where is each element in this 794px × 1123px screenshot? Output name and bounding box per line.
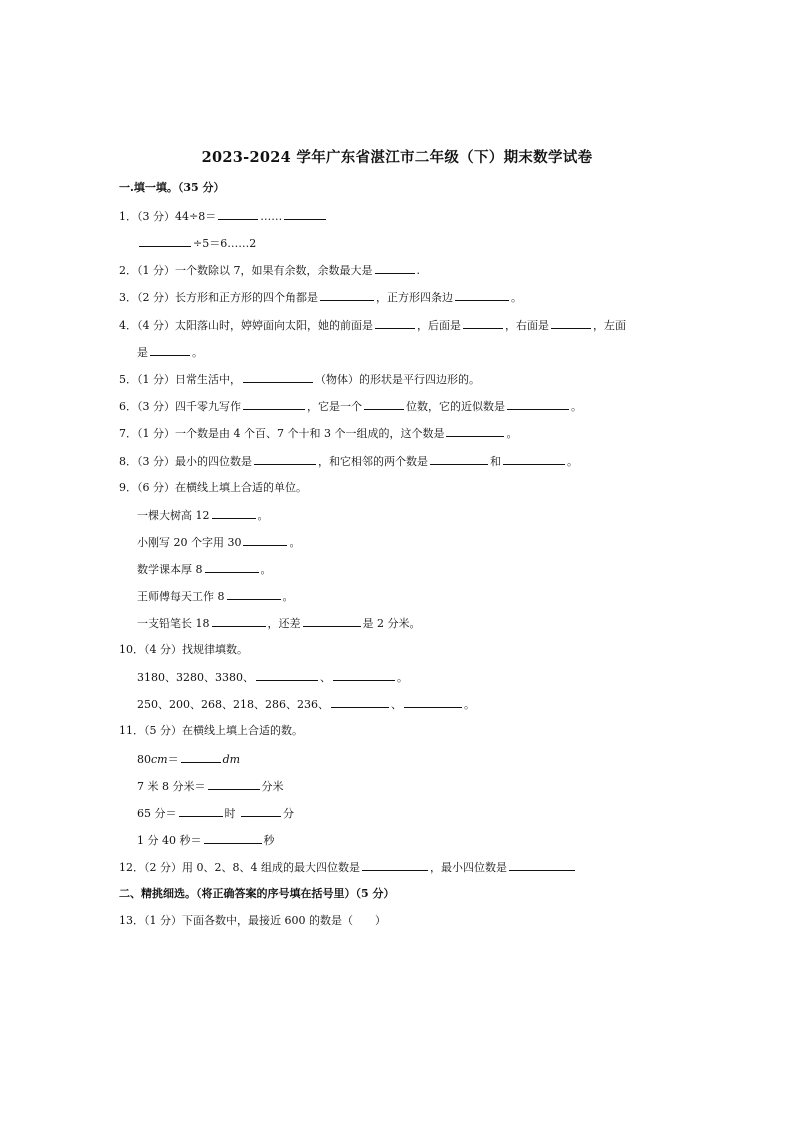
question-12: 12．（2 分）用 0、2、8、4 组成的最大四位数是 ，最小四位数是: [119, 860, 577, 875]
question-9-item-3: 数学课本厚 8 。: [137, 563, 272, 576]
answer-blank[interactable]: [375, 318, 415, 329]
question-11: 11．（5 分）在横线上填上合适的数。: [119, 724, 303, 737]
answer-blank[interactable]: [181, 752, 221, 763]
question-1: 1．（3 分）44÷8＝ ……: [119, 209, 328, 224]
question-9-item-4: 王师傅每天工作 8 。: [137, 590, 294, 603]
question-6: 6．（3 分）四千零九写作 ，它是一个 位数，它的近似数是 。: [119, 400, 582, 413]
question-9: 9．（6 分）在横线上填上合适的单位。: [119, 481, 307, 494]
answer-blank[interactable]: [320, 290, 374, 301]
answer-blank[interactable]: [331, 697, 389, 708]
answer-blank[interactable]: [256, 670, 318, 681]
question-1-part-2: ÷5＝6……2: [137, 236, 256, 251]
answer-blank[interactable]: [205, 562, 259, 573]
answer-blank[interactable]: [243, 372, 313, 383]
answer-blank[interactable]: [551, 318, 591, 329]
answer-blank[interactable]: [446, 426, 504, 437]
answer-blank[interactable]: [212, 508, 256, 519]
question-10: 10．（4 分）找规律填数。: [119, 643, 248, 656]
question-10-row-1: 3180、3280、3380、 、 。: [137, 671, 408, 684]
answer-blank[interactable]: [404, 697, 462, 708]
answer-blank[interactable]: [218, 209, 258, 220]
answer-blank[interactable]: [362, 860, 428, 871]
question-4: 4．（4 分）太阳落山时，婷婷面向太阳，她的前面是 ，后面是 ，右面是 ，左面: [119, 319, 626, 332]
answer-blank[interactable]: [463, 318, 503, 329]
answer-blank[interactable]: [254, 454, 316, 465]
answer-blank[interactable]: [150, 345, 190, 356]
question-3: 3．（2 分）长方形和正方形的四个角都是 ，正方形四条边 。: [119, 291, 522, 304]
answer-blank[interactable]: [284, 209, 326, 220]
answer-blank[interactable]: [503, 454, 565, 465]
section-1-heading: 一.填一填。（35 分）: [119, 181, 225, 194]
question-10-row-2: 250、200、268、218、286、236、 、 。: [137, 698, 475, 711]
answer-blank[interactable]: [375, 263, 415, 274]
question-11-item-4: 1 分 40 秒＝ 秒: [137, 834, 275, 847]
question-9-item-5: 一支铅笔长 18 ，还差 是 2 分米。: [137, 617, 421, 630]
answer-blank[interactable]: [227, 589, 281, 600]
answer-blank[interactable]: [208, 779, 260, 790]
question-8: 8．（3 分）最小的四位数是 ，和它相邻的两个数是 和 。: [119, 455, 578, 468]
answer-blank[interactable]: [204, 833, 262, 844]
answer-blank[interactable]: [243, 535, 287, 546]
question-7: 7．（1 分）一个数是由 4 个百、7 个十和 3 个一组成的，这个数是 。: [119, 427, 518, 440]
question-11-item-1: 80cm＝ dm: [137, 753, 241, 766]
answer-blank[interactable]: [212, 616, 266, 627]
answer-blank[interactable]: [333, 670, 395, 681]
exam-title: 2023-2024 学年广东省湛江市二年级（下）期末数学试卷: [201, 149, 593, 166]
question-9-item-2: 小刚写 20 个字用 30 。: [137, 536, 301, 549]
question-9-item-1: 一棵大树高 12 。: [137, 509, 269, 522]
question-11-item-2: 7 米 8 分米＝ 分米: [137, 780, 284, 793]
answer-blank[interactable]: [364, 399, 404, 410]
answer-blank[interactable]: [507, 399, 569, 410]
answer-blank[interactable]: [179, 806, 223, 817]
question-13: 13．（1 分）下面各数中，最接近 600 的数是（ ）: [119, 914, 386, 927]
answer-blank[interactable]: [303, 616, 361, 627]
question-11-item-3: 65 分＝ 时 分: [137, 807, 294, 820]
answer-blank[interactable]: [139, 236, 191, 247]
answer-blank[interactable]: [455, 290, 509, 301]
answer-blank[interactable]: [509, 860, 575, 871]
question-4-cont: 是 。: [137, 346, 203, 359]
question-2: 2．（1 分）一个数除以 7，如果有余数，余数最大是 .: [119, 264, 420, 277]
section-2-heading: 二、精挑细选。（将正确答案的序号填在括号里）（5 分）: [119, 887, 395, 900]
question-5: 5．（1 分）日常生活中， （物体）的形状是平行四边形的。: [119, 373, 480, 386]
answer-blank[interactable]: [241, 806, 281, 817]
answer-blank[interactable]: [430, 454, 488, 465]
answer-blank[interactable]: [243, 399, 305, 410]
